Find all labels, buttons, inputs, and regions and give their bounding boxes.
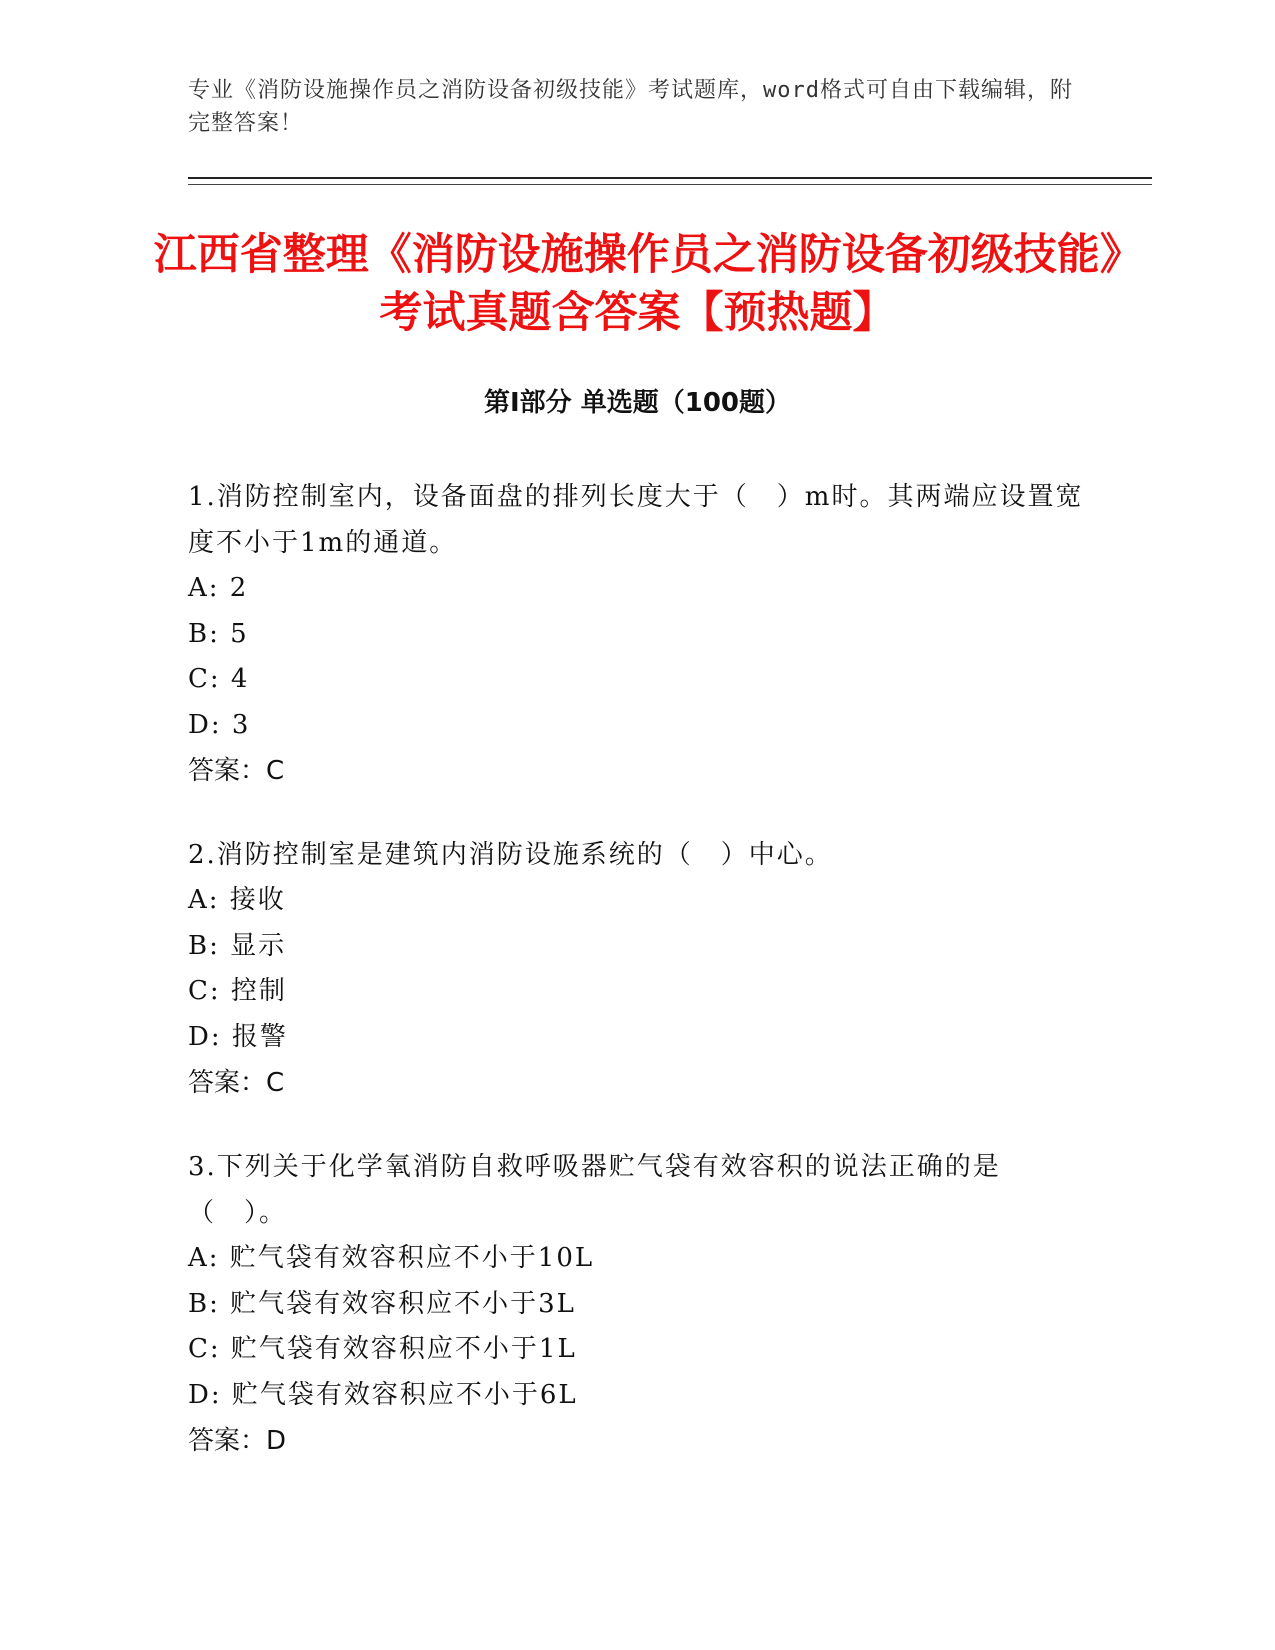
- header-divider-thick: [188, 177, 1152, 179]
- question-text: 3.下列关于化学氧消防自救呼吸器贮气袋有效容积的说法正确的是（ ）。: [188, 1152, 1001, 1228]
- answer: 答案：D: [188, 1426, 287, 1456]
- option-b: B: 5: [188, 618, 249, 649]
- answer: 答案：C: [188, 1068, 285, 1098]
- answer: 答案：C: [188, 756, 285, 786]
- option-a: A: 贮气袋有效容积应不小于10L: [188, 1243, 595, 1273]
- question-list: [188, 474, 1088, 1502]
- question-3: [188, 1144, 1088, 1464]
- option-c: C: 4: [188, 664, 250, 694]
- question-text: 1.消防控制室内，设备面盘的排列长度大于（ ）m时。其两端应设置宽度不小于1m的通道。: [188, 482, 1084, 558]
- option-b: B: 贮气袋有效容积应不小于3L: [188, 1288, 576, 1319]
- option-d: D: 3: [188, 709, 251, 740]
- header-divider-thin: [188, 184, 1152, 185]
- document-title: 江西省整理《消防设施操作员之消防设备初级技能》考试真题含答案【预热题】: [153, 230, 1122, 338]
- option-d: D: 报警: [188, 1021, 288, 1052]
- question-2: [188, 832, 1088, 1106]
- option-d: D: 贮气袋有效容积应不小于6L: [188, 1379, 578, 1410]
- question-text: 2.消防控制室是建筑内消防设施系统的（ ）中心。: [188, 840, 833, 870]
- option-b: B: 显示: [188, 930, 287, 961]
- section-heading: 第I部分 单选题（100题）: [484, 388, 791, 418]
- question-1: [188, 474, 1088, 794]
- option-c: C: 控制: [188, 976, 287, 1006]
- option-a: A: 2: [188, 573, 249, 603]
- option-c: C: 贮气袋有效容积应不小于1L: [188, 1334, 577, 1364]
- header-note: 专业《消防设施操作员之消防设备初级技能》考试题库，word格式可自由下载编辑，附完整答案！: [188, 78, 1073, 136]
- option-a: A: 接收: [188, 885, 286, 915]
